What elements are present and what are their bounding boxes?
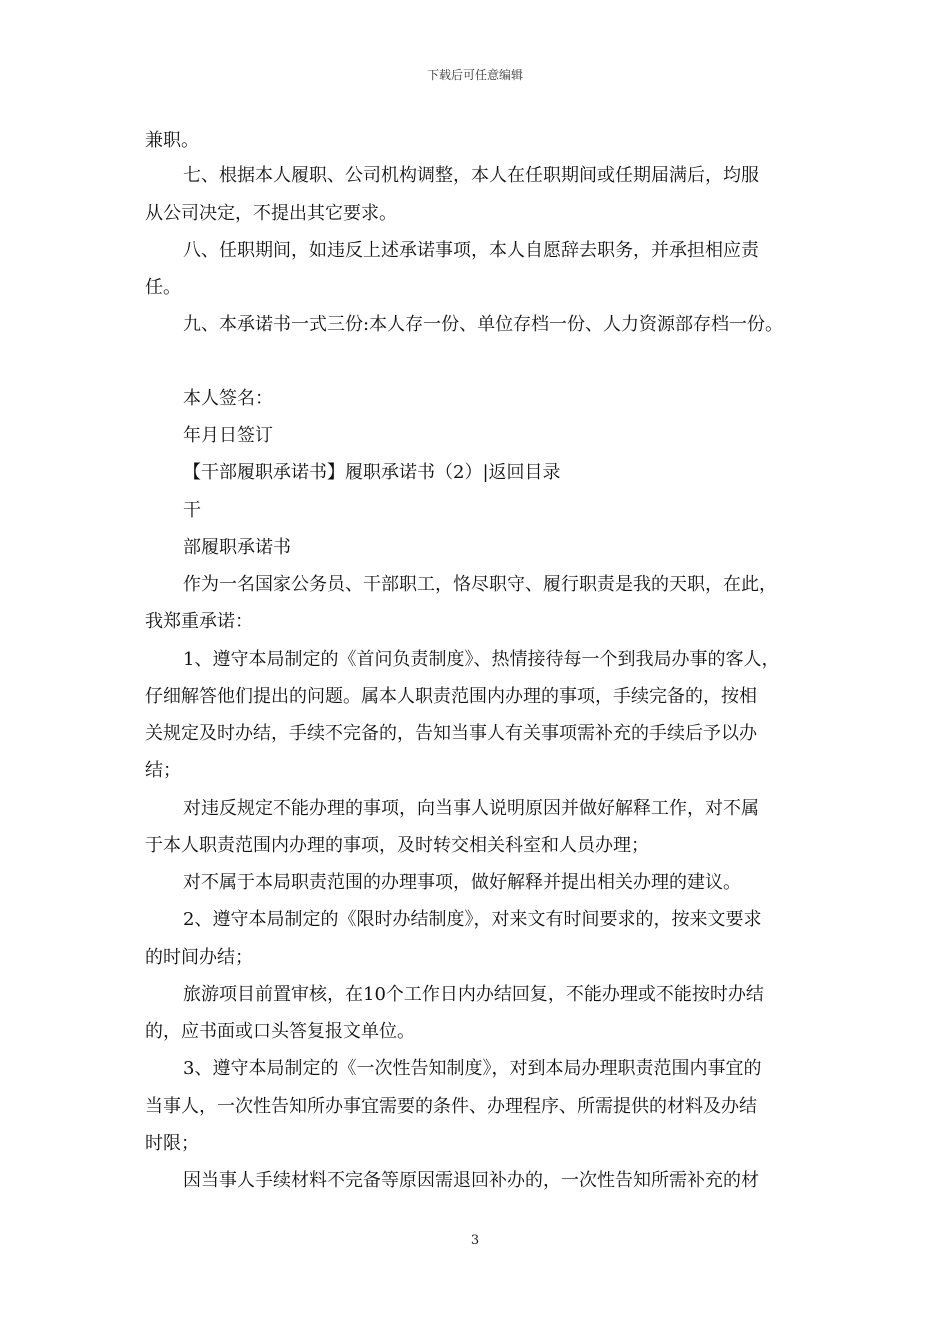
text-line: 作为一名国家公务员、干部职工，恪尽职守、履行职责是我的天职，在此， [183,574,777,595]
text-line: 于本人职责范围内办理的事项，及时转交相关科室和人员办理； [145,835,649,856]
text-line: 对违反规定不能办理的事项，向当事人说明原因并做好解释工作，对不属 [183,798,759,819]
text-line: 时限； [145,1133,199,1154]
section-link-heading[interactable]: 【干部履职承诺书】履职承诺书（2）|返回目录 [183,462,561,483]
text-line: 旅游项目前置审核，在10个工作日内办结回复，不能办理或不能按时办结 [183,984,764,1005]
title-part-1: 干 [183,500,201,521]
text-line: 关规定及时办结，手续不完备的，告知当事人有关事项需补充的手续后予以办 [145,723,757,744]
sign-date-label: 年月日签订 [183,425,273,446]
text-line: 1、遵守本局制定的《首问负责制度》、热情接待每一个到我局办事的客人， [183,649,780,670]
page-number: 3 [470,1233,480,1248]
text-line: 结； [145,760,181,781]
text-line: 因当事人手续材料不完备等原因需退回补办的，一次性告知所需补充的材 [183,1170,759,1191]
text-line: 兼职。 [145,130,199,151]
header-note: 下载后可任意编辑 [426,68,523,82]
text-line: 3、遵守本局制定的《一次性告知制度》，对到本局办理职责范围内事宜的 [183,1058,762,1079]
text-line: 从公司决定，不提出其它要求。 [145,203,397,224]
title-part-2: 部履职承诺书 [183,537,291,558]
text-line: 九、本承诺书一式三份:本人存一份、单位存档一份、人力资源部存档一份。 [183,314,784,335]
text-line: 七、根据本人履职、公司机构调整，本人在任职期间或任期届满后，均服 [183,165,759,186]
text-line: 2、遵守本局制定的《限时办结制度》，对来文有时间要求的，按来文要求 [183,909,762,930]
signature-label: 本人签名： [183,388,273,409]
text-line: 我郑重承诺： [145,611,253,632]
text-line: 对不属于本局职责范围的办理事项，做好解释并提出相关办理的建议。 [183,872,741,893]
text-line: 八、任职期间，如违反上述承诺事项，本人自愿辞去职务，并承担相应责 [183,240,759,261]
text-line: 任。 [145,277,181,298]
text-line: 当事人，一次性告知所办事宜需要的条件、办理程序、所需提供的材料及办结 [145,1096,757,1117]
text-line: 的，应书面或口头答复报文单位。 [145,1021,415,1042]
text-line: 的时间办结； [145,947,253,968]
text-line: 仔细解答他们提出的问题。属本人职责范围内办理的事项，手续完备的，按相 [145,686,757,707]
